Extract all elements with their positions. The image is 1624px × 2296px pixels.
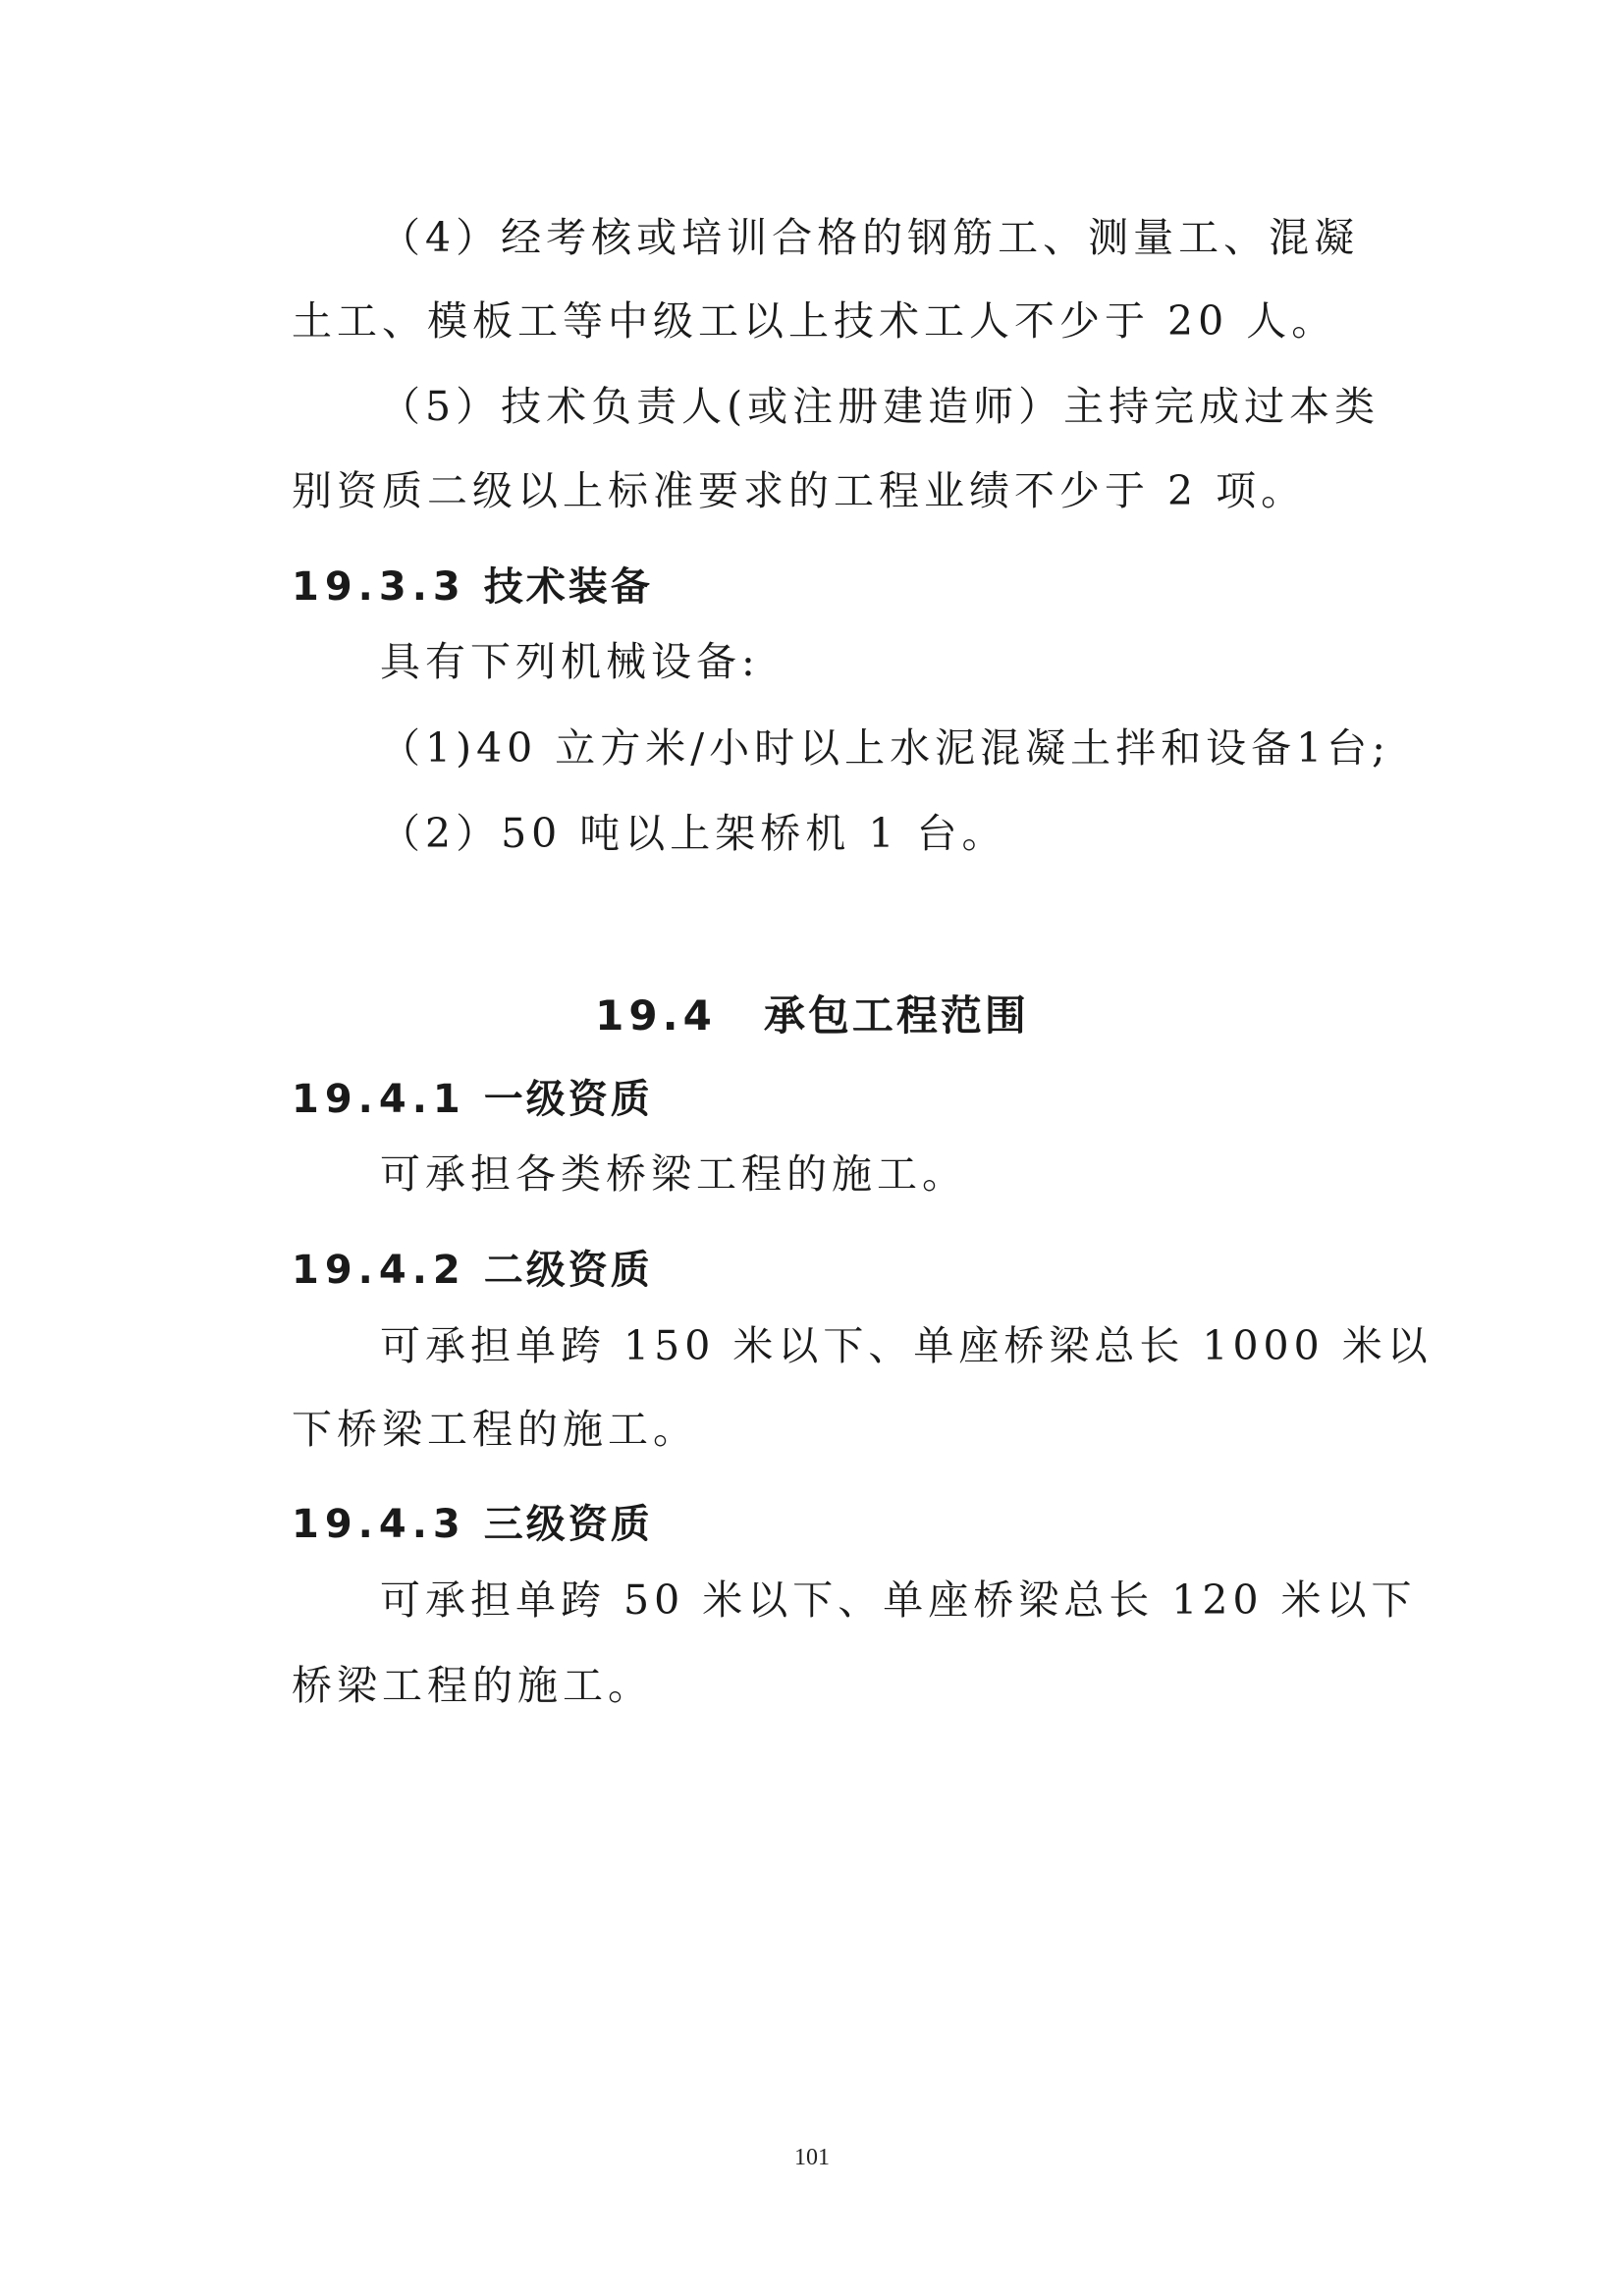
grade-3-scope-line-1: 可承担单跨 50 米以下、单座桥梁总长 120 米以下	[380, 1576, 1417, 1624]
section-number: 19.4	[595, 991, 717, 1040]
grade-3-scope-line-2: 桥梁工程的施工。	[292, 1662, 653, 1709]
heading-title: 二级资质	[483, 1248, 653, 1293]
item-4-line-2: 土工、模板工等中级工以上技术工人不少于 20 人。	[292, 297, 1337, 345]
grade-2-scope-line-1: 可承担单跨 150 米以下、单座桥梁总长 1000 米以	[380, 1322, 1433, 1369]
heading-title: 三级资质	[483, 1502, 653, 1547]
item-4-line-1: （4）经考核或培训合格的钢筋工、测量工、混凝	[380, 214, 1360, 261]
equipment-item-1: （1)40 立方米/小时以上水泥混凝土拌和设备1台;	[380, 724, 1390, 772]
heading-title: 一级资质	[483, 1077, 653, 1122]
section-title-text: 承包工程范围	[763, 991, 1029, 1040]
heading-19-4-1	[292, 1068, 653, 1124]
grade-2-scope-line-2: 下桥梁工程的施工。	[292, 1406, 698, 1453]
equipment-item-2: （2）50 吨以上架桥机 1 台。	[380, 810, 1007, 857]
heading-title: 技术装备	[483, 564, 653, 610]
item-5-line-1: （5）技术负责人(或注册建造师）主持完成过本类	[380, 383, 1380, 430]
section-title-19-4	[0, 984, 1624, 1042]
item-5-line-2: 别资质二级以上标准要求的工程业绩不少于 2 项。	[292, 467, 1307, 514]
page-number: 101	[794, 2145, 830, 2170]
equipment-intro: 具有下列机械设备:	[380, 638, 760, 685]
heading-number: 19.4.2	[292, 1248, 466, 1293]
heading-19-4-3	[292, 1493, 653, 1549]
heading-number: 19.3.3	[292, 564, 466, 610]
heading-number: 19.4.1	[292, 1077, 466, 1122]
heading-19-3-3	[292, 556, 653, 612]
heading-number: 19.4.3	[292, 1502, 466, 1547]
heading-19-4-2	[292, 1239, 653, 1295]
grade-1-scope: 可承担各类桥梁工程的施工。	[380, 1150, 967, 1198]
